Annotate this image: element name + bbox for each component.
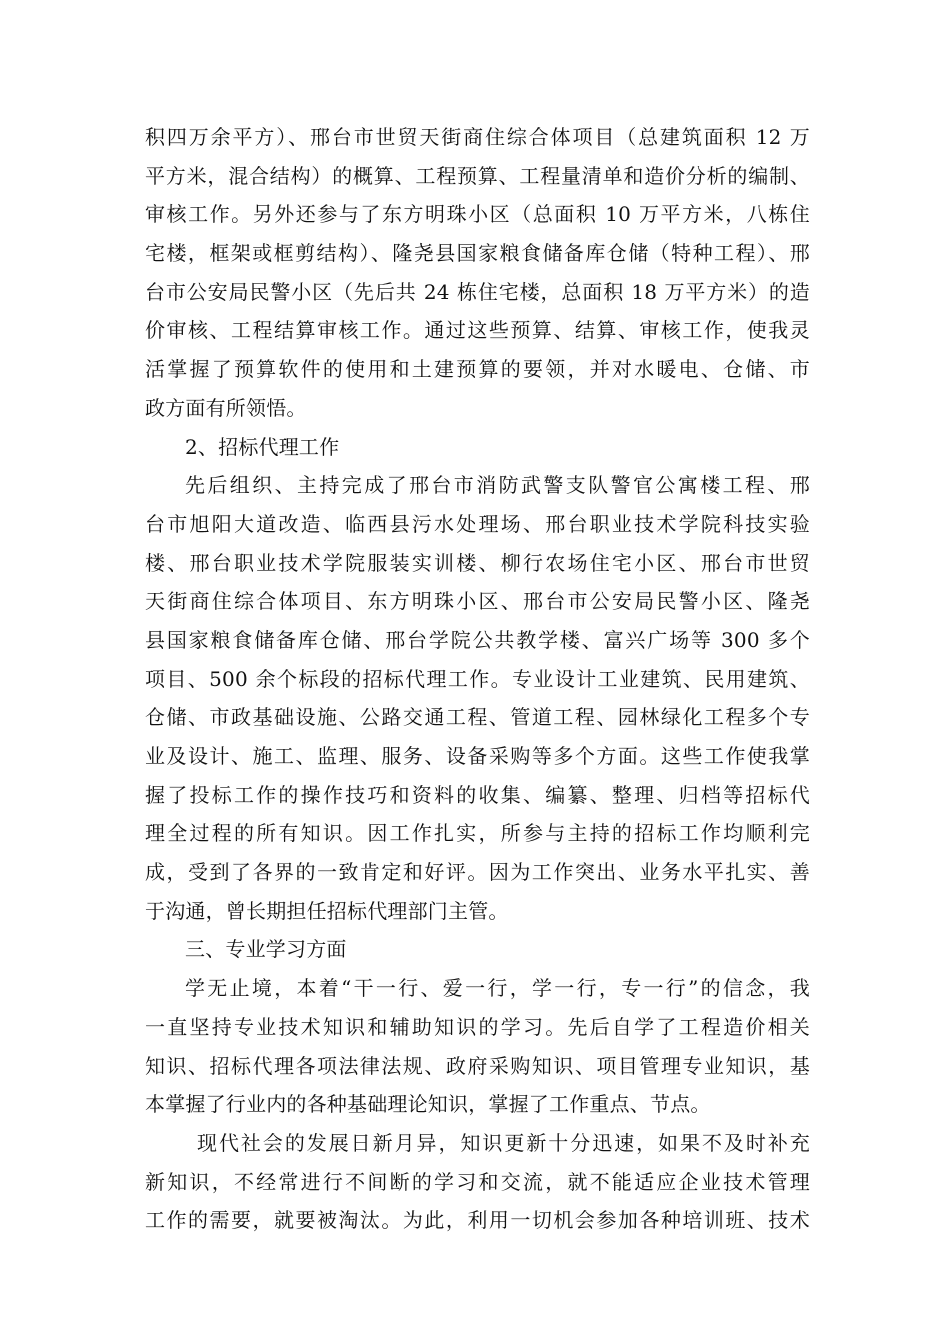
paragraph-line: 成，受到了各界的一致肯定和好评。因为工作突出、业务水平扎实、善	[145, 860, 810, 885]
paragraph-line: 学无止境，本着“干一行、爱一行，学一行，专一行”的信念，我	[185, 976, 810, 1001]
paragraph-line: 楼、邢台职业技术学院服装实训楼、柳行农场住宅小区、邢台市世贸	[145, 550, 810, 575]
paragraph-line: 价审核、工程结算审核工作。通过这些预算、结算、审核工作，使我灵	[145, 318, 810, 343]
paragraph-line: 积四万余平方）、邢台市世贸天街商住综合体项目（总建筑面积 12 万	[145, 125, 810, 149]
paragraph-line: 台市公安局民警小区（先后共 24 栋住宅楼，总面积 18 万平方米）的造	[145, 279, 810, 304]
paragraph-line: 理全过程的所有知识。因工作扎实，所参与主持的招标工作均顺利完	[145, 821, 810, 846]
paragraph-line: 握了投标工作的操作技巧和资料的收集、编纂、整理、归档等招标代	[145, 782, 810, 807]
paragraph-line: 活掌握了预算软件的使用和土建预算的要领，并对水暖电、仓储、市	[145, 357, 810, 382]
paragraph-line: 工作的需要，就要被淘汰。为此，利用一切机会参加各种培训班、技术	[145, 1208, 810, 1233]
paragraph-line: 县国家粮食储备库仓储、邢台学院公共教学楼、富兴广场等 300 多个	[145, 627, 810, 652]
paragraph-line: 审核工作。另外还参与了东方明珠小区（总面积 10 万平方米，八栋住	[145, 202, 810, 227]
paragraph-line: 业及设计、施工、监理、服务、设备采购等多个方面。这些工作使我掌	[145, 744, 810, 768]
paragraph-line: 政方面有所领悟。	[145, 395, 307, 420]
section-heading: 2、招标代理工作	[185, 434, 340, 459]
section-heading: 三、专业学习方面	[185, 937, 347, 962]
paragraph-line: 平方米，混合结构）的概算、工程预算、工程量清单和造价分析的编制、	[145, 163, 810, 188]
document-body	[145, 118, 810, 1240]
paragraph-line: 先后组织、主持完成了邢台市消防武警支队警官公寓楼工程、邢	[185, 473, 810, 498]
paragraph-line: 台市旭阳大道改造、临西县污水处理场、邢台职业技术学院科技实验	[145, 511, 810, 536]
paragraph-line: 天街商住综合体项目、东方明珠小区、邢台市公安局民警小区、隆尧	[145, 589, 810, 614]
paragraph-line: 宅楼，框架或框剪结构）、隆尧县国家粮食储备库仓储（特种工程）、邢	[145, 241, 810, 266]
paragraph-line: 新知识，不经常进行不间断的学习和交流，就不能适应企业技术管理	[145, 1169, 810, 1194]
paragraph-line: 仓储、市政基础设施、公路交通工程、管道工程、园林绿化工程多个专	[145, 705, 810, 730]
paragraph-line: 项目、500 余个标段的招标代理工作。专业设计工业建筑、民用建筑、	[145, 666, 810, 691]
paragraph-line: 本掌握了行业内的各种基础理论知识，掌握了工作重点、节点。	[145, 1092, 711, 1117]
paragraph-line: 知识、招标代理各项法律法规、政府采购知识、项目管理专业知识，基	[145, 1053, 810, 1078]
paragraph-line: 现代社会的发展日新月异，知识更新十分迅速，如果不及时补充	[197, 1130, 810, 1155]
paragraph-line: 于沟通，曾长期担任招标代理部门主管。	[145, 898, 509, 923]
paragraph-line: 一直坚持专业技术知识和辅助知识的学习。先后自学了工程造价相关	[145, 1014, 810, 1039]
